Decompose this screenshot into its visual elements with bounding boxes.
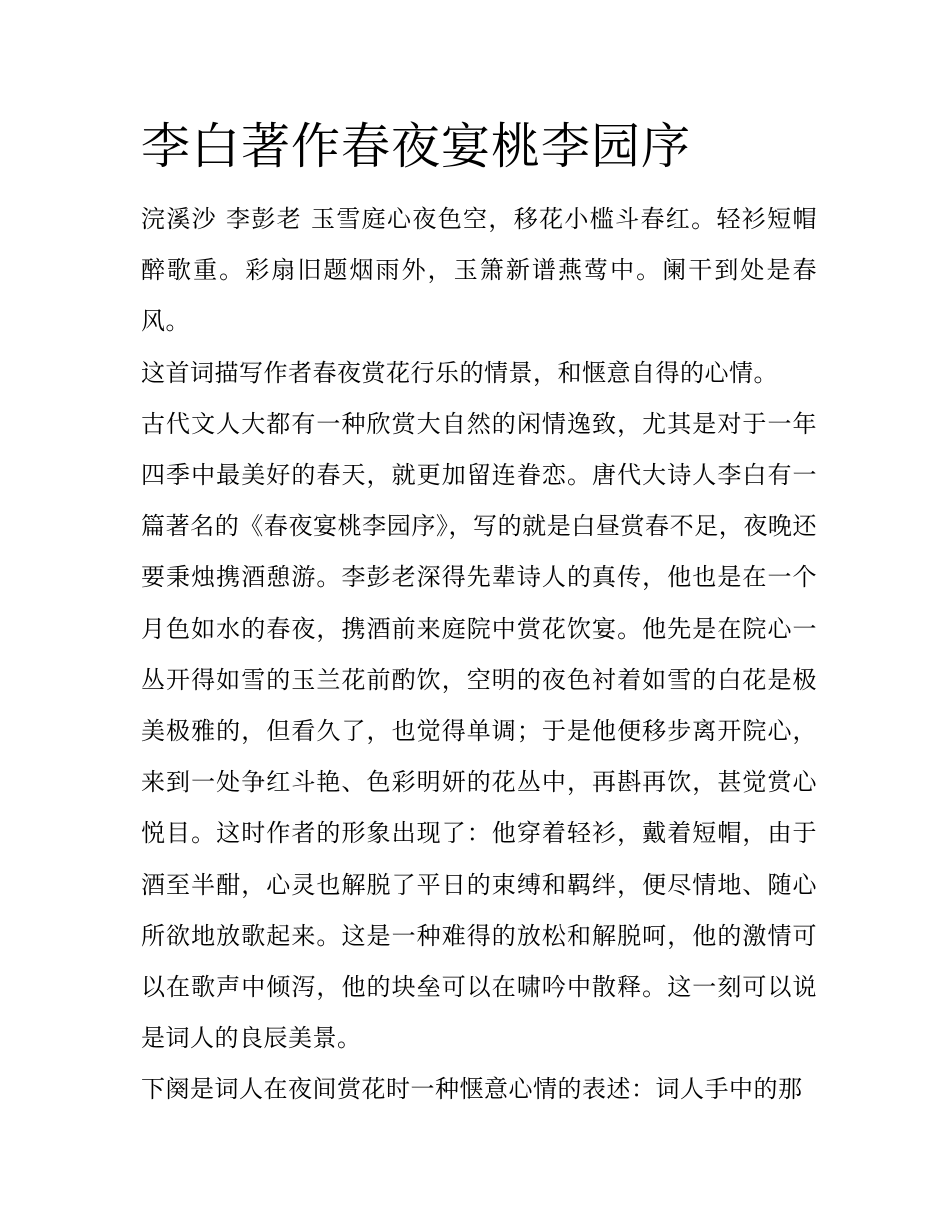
paragraph-poem: 浣溪沙 李彭老 玉雪庭心夜色空，移花小槛斗春红。轻衫短帽醉歌重。彩扇旧题烟雨外，玉箫新谱燕莺中。阑干到处是春风。 (141, 205, 817, 336)
paragraph-continuation: 下阕是词人在夜间赏花时一种惬意心情的表述：词人手中的那 (141, 1075, 803, 1104)
paragraph-analysis: 古代文人大都有一种欣赏大自然的闲情逸致，尤其是对于一年四季中最美好的春天，就更加留连眷恋。唐代大诗人李白有一篇著名的《春夜宴桃李园序》，写的就是白昼赏春不足，夜晚还要秉烛携酒憩游。李彭老深得先辈诗人的真传，他也是在一个月色如水的春夜，携酒前来庭院中赏花饮宴。他先是在院心一丛开得如雪的玉兰花前酌饮，空明的夜色衬着如雪的白花是极美极雅的，但看久了，也觉得单调；于是他便移步离开院心，来到一处争红斗艳、色彩明妍的花丛中，再斟再饮，甚觉赏心悦目。这时作者的形象出现了：他穿着轻衫，戴着短帽，由于酒至半酣，心灵也解脱了平日的束缚和羁绊，便尽情地、随心所欲地放歌起来。这是一种难得的放松和解脱呵，他的激情可以在歌声中倾泻，他的块垒可以在啸吟中散释。这一刻可以说是词人的良辰美景。 (141, 409, 817, 1053)
document-body (141, 116, 817, 1116)
document-title: 李白著作春夜宴桃李园序 (141, 118, 692, 175)
paragraph-summary: 这首词描写作者春夜赏花行乐的情景，和惬意自得的心情。 (141, 358, 778, 387)
